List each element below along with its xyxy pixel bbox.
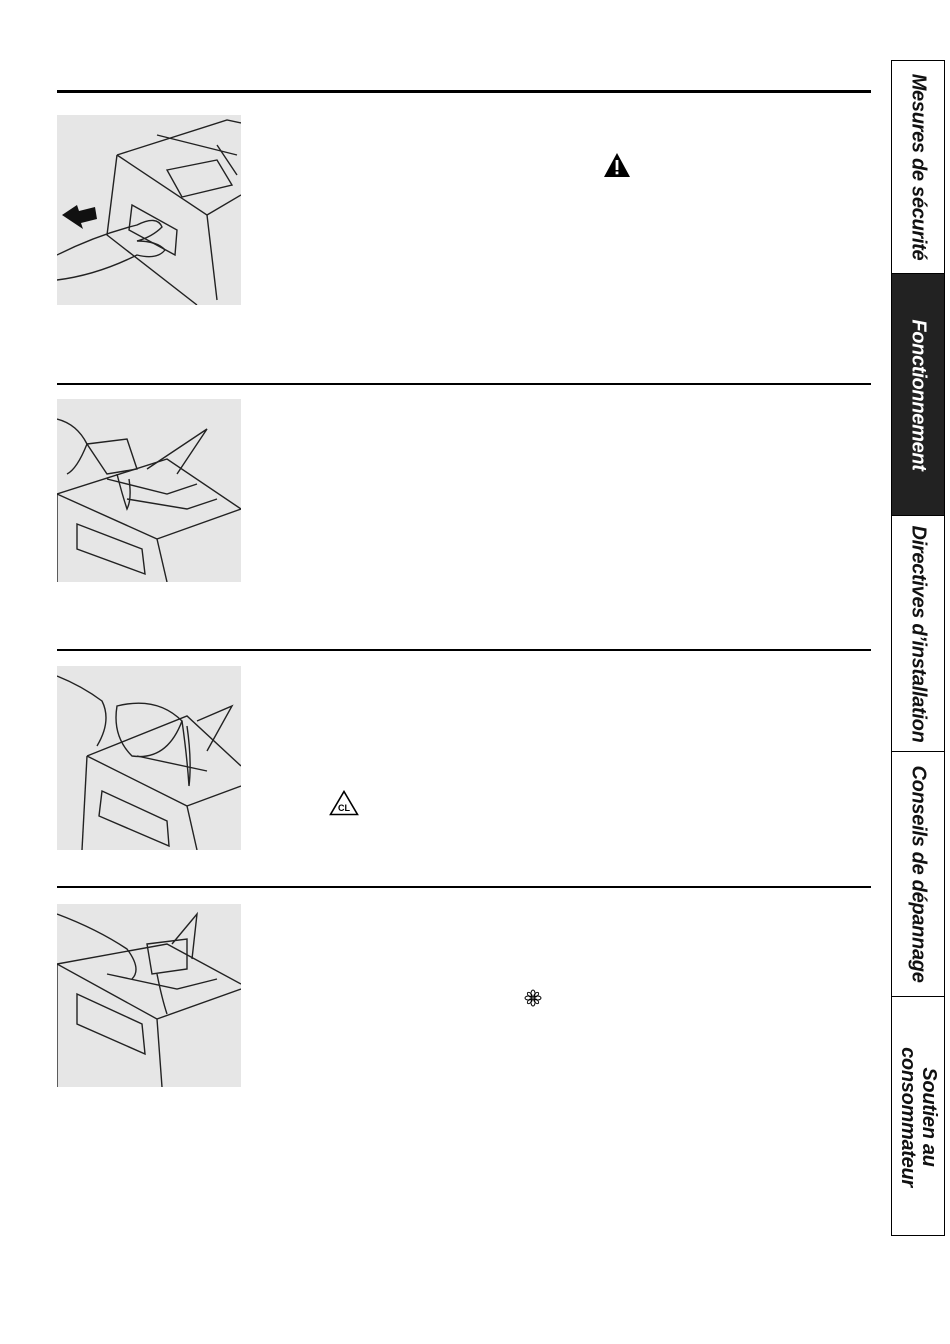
tab-mesures-de-securite[interactable] [892,61,944,274]
svg-text:CL: CL [338,803,350,813]
tab-label: Conseils de dépannage [907,765,930,983]
tab-directives-installation[interactable] [892,516,944,752]
tab-conseils-de-depannage[interactable] [892,752,944,997]
tab-label: Fonctionnement [907,318,930,471]
tab-label: Mesures de sécurité [907,73,930,261]
illustration-add-fabric-softener [57,904,241,1087]
section-divider [57,649,871,651]
top-rule [57,90,871,93]
tab-label: Soutien au consommateur [897,1047,940,1187]
illustration-add-bleach [57,666,241,850]
section-divider [57,886,871,888]
section-tabs [891,60,945,1236]
fabric-softener-flower-icon [524,989,542,1007]
tab-soutien-au-consommateur[interactable] [892,997,944,1237]
tab-label: Directives d’installation [907,524,930,743]
warning-triangle-icon [603,152,631,178]
chlorine-bleach-cl-icon [329,790,359,816]
illustration-add-detergent [57,399,241,582]
illustration-open-dispenser-drawer [57,115,241,305]
section-divider [57,383,871,385]
tab-fonctionnement[interactable] [892,274,944,516]
